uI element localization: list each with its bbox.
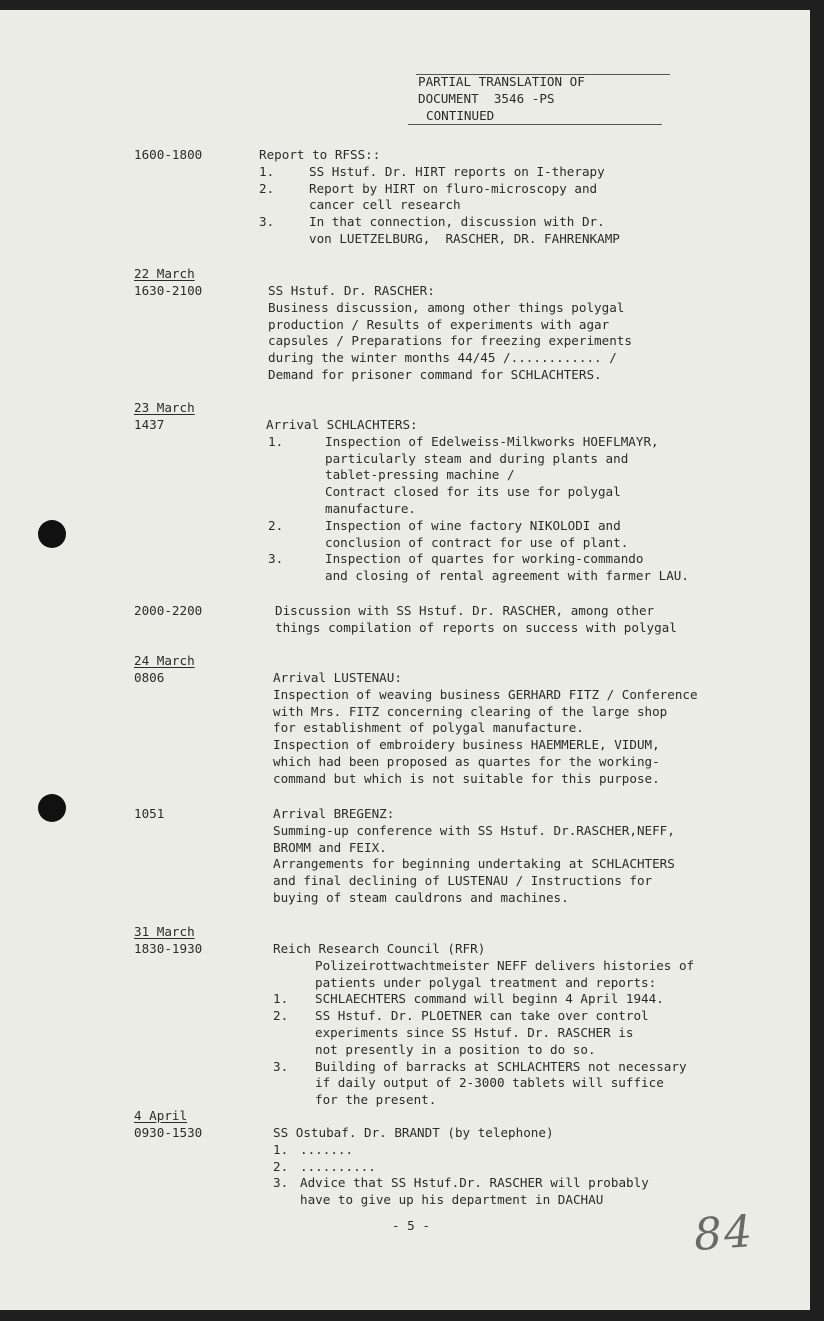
entry-date: 22 March xyxy=(134,266,195,281)
entry-time: 1437 xyxy=(134,417,165,432)
entry-date: 4 April xyxy=(134,1108,188,1123)
entry-line: Inspection of embroidery business HAEMMERLE, VIDUM, xyxy=(273,737,660,753)
entry-item-number: 3. xyxy=(273,1058,289,1074)
entry-line: Polizeirottwachtmeister NEFF delivers histories of xyxy=(315,957,695,973)
entry-line: Arrival LUSTENAU: xyxy=(273,670,402,685)
entry-line: In that connection, discussion with Dr. xyxy=(309,214,605,230)
entry-line: BROMM and FEIX. xyxy=(273,839,387,855)
entry-item-number: 1. xyxy=(273,991,289,1007)
entry-line: and final declining of LUSTENAU / Instructions for xyxy=(273,873,653,889)
entry-line: for the present. xyxy=(315,1092,437,1108)
entry-line: Arrangements for beginning undertaking at SCHLACHTERS xyxy=(273,856,675,872)
entry-line: experiments since SS Hstuf. Dr. RASCHER is xyxy=(315,1025,634,1040)
entry-line: Report by HIRT on fluro-microscopy and xyxy=(309,180,598,196)
entry-line: if daily output of 2-3000 tablets will suffice xyxy=(315,1075,664,1091)
entry-line: Business discussion, among other things polygal xyxy=(268,299,625,315)
entry-line: von LUETZELBURG, RASCHER, DR. FAHRENKAMP xyxy=(309,231,620,246)
entry-line: Summing-up conference with SS Hstuf. Dr.RASCHER,NEFF, xyxy=(273,822,675,838)
entry-line: Inspection of wine factory NIKOLODI and xyxy=(325,517,621,533)
entry-time: 0930-1530 xyxy=(134,1125,203,1140)
punch-hole-top xyxy=(38,520,66,548)
handwritten-page-number: 84 xyxy=(692,1205,756,1262)
entry-time: 1600-1800 xyxy=(134,147,203,162)
entry-item-number: 3. xyxy=(273,1175,289,1191)
entry-time: 2000-2200 xyxy=(134,603,203,618)
header-continued: CONTINUED xyxy=(426,108,495,123)
header-title: PARTIAL TRANSLATION OF xyxy=(418,74,585,89)
entry-line: particularly steam and during plants and xyxy=(325,450,629,466)
entry-item-number: 2. xyxy=(273,1008,289,1024)
entry-time: 1630-2100 xyxy=(134,283,203,298)
entry-item-number: 1. xyxy=(259,163,275,179)
entry-item-number: 3. xyxy=(259,214,275,230)
entry-line: have to give up his department in DACHAU xyxy=(300,1192,604,1208)
header-rule-bottom xyxy=(408,124,662,125)
entry-item-number: 2. xyxy=(273,1158,289,1174)
entry-line: Inspection of quartes for working-commando xyxy=(325,551,644,567)
entry-line: patients under polygal treatment and reports: xyxy=(315,974,657,990)
entry-line: SS Hstuf. Dr. HIRT reports on I-therapy xyxy=(309,163,605,179)
entry-line: and closing of rental agreement with farmer LAU. xyxy=(325,568,689,584)
entry-line: .......... xyxy=(300,1158,376,1174)
entry-line: Advice that SS Hstuf.Dr. RASCHER will probably xyxy=(300,1175,649,1191)
entry-line: buying of steam cauldrons and machines. xyxy=(273,890,569,905)
punch-hole-bottom xyxy=(38,794,66,822)
entry-line: with Mrs. FITZ concerning clearing of the large shop xyxy=(273,703,668,719)
entry-line: during the winter months 44/45 /............ / xyxy=(268,350,617,366)
entry-date: 24 March xyxy=(134,653,195,668)
entry-line: manufacture. xyxy=(325,501,416,516)
entry-line: Report to RFSS:: xyxy=(259,147,381,162)
entry-line: which had been proposed as quartes for the working- xyxy=(273,754,660,769)
entry-line: Reich Research Council (RFR) xyxy=(273,941,486,956)
entry-line: SS Ostubaf. Dr. BRANDT (by telephone) xyxy=(273,1125,554,1140)
entry-line: cancer cell research xyxy=(309,197,461,213)
entry-time: 0806 xyxy=(134,670,165,685)
entry-line: Arrival SCHLACHTERS: xyxy=(266,417,418,432)
entry-line: Inspection of Edelweiss-Milkworks HOEFLMAYR, xyxy=(325,433,659,449)
entry-time: 1830-1930 xyxy=(134,941,203,956)
entry-line: production / Results of experiments with agar xyxy=(268,316,610,332)
entry-line: command but which is not suitable for this purpose. xyxy=(273,770,660,786)
entry-item-number: 1. xyxy=(268,433,284,449)
entry-line: for establishment of polygal manufacture. xyxy=(273,720,584,736)
page-number: - 5 - xyxy=(392,1218,430,1233)
entry-line: Contract closed for its use for polygal xyxy=(325,484,621,500)
entry-item-number: 2. xyxy=(259,180,275,196)
entry-item-number: 3. xyxy=(268,551,284,567)
entry-line: conclusion of contract for use of plant. xyxy=(325,534,629,550)
entry-line: not presently in a position to do so. xyxy=(315,1041,596,1057)
entry-line: tablet-pressing machine / xyxy=(325,467,515,483)
entry-line: SS Hstuf. Dr. PLOETNER can take over control xyxy=(315,1008,649,1024)
document-page xyxy=(0,10,810,1310)
entry-line: Demand for prisoner command for SCHLACHTERS. xyxy=(268,367,602,382)
entry-item-number: 1. xyxy=(273,1141,289,1157)
entry-line: Inspection of weaving business GERHARD FITZ / Conference xyxy=(273,686,698,702)
entry-line: SS Hstuf. Dr. RASCHER: xyxy=(268,283,435,298)
entry-line: Discussion with SS Hstuf. Dr. RASCHER, among other xyxy=(275,603,655,618)
entry-line: Arrival BREGENZ: xyxy=(273,806,395,821)
header-document: DOCUMENT 3546 -PS xyxy=(418,91,555,106)
entry-date: 31 March xyxy=(134,924,195,939)
entry-date: 23 March xyxy=(134,400,195,415)
entry-line: ....... xyxy=(300,1141,354,1157)
entry-line: capsules / Preparations for freezing experiments xyxy=(268,333,632,349)
entry-item-number: 2. xyxy=(268,517,284,533)
entry-time: 1051 xyxy=(134,806,165,821)
entry-line: SCHLAECHTERS command will beginn 4 April 1944. xyxy=(315,991,664,1007)
entry-line: Building of barracks at SCHLACHTERS not necessary xyxy=(315,1058,687,1074)
entry-line: things compilation of reports on success with polygal xyxy=(275,619,677,635)
